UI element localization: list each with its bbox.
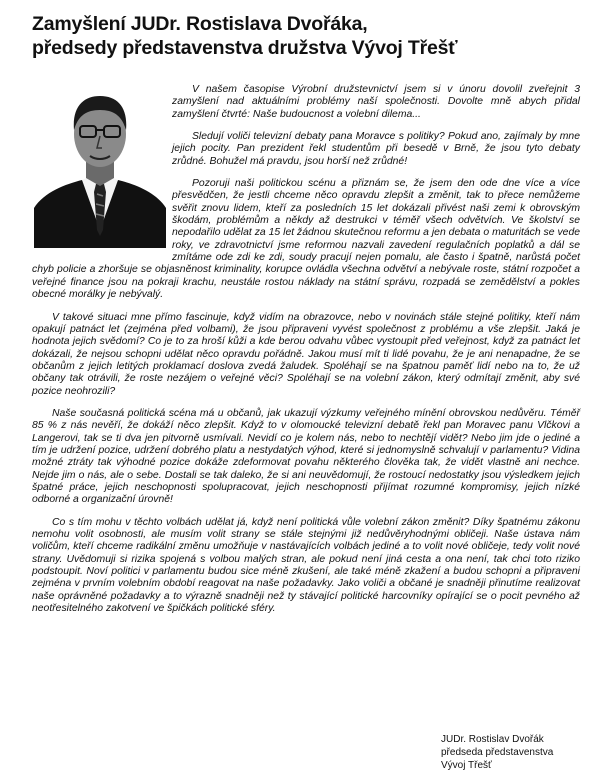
signature-role: předseda představenstva — [441, 747, 554, 758]
paragraph-3: Pozoruji naši politickou scénu a přiznám se, že jsem den ode dne více a více přesvědčen, že jestli chceme něco opravdu zlepšit a změnit, tak to přece nemůžeme svěřit znovu lidem, kteří za posledních 15 let dokázali přivést naši zemi k obrovským škodám, problémům a někdy až destrukci v téměř všech odvětvích. Ve školství se nepodařilo udělat za 15 let žádnou skutečnou reformu a jen debata o maturitách se vede roky, ve zdravotnictví jsme reformou nazvali zavedení regulačních poplatků a dál se zmítáme ode zdi ke zdi, soudy pracují nejen pomalu, ale často i špatně, narůstá počet chyb policie a zhoršuje se objasněnost kriminality, korupce ovládla všechna odvětví a nebývale roste, státní rozpočet a veřejné finance jsou na pokraji krachu, neustále rostou náklady na státní správu, rozpadá se zemědělství a pokles obecné morálky je nebývalý. — [32, 178, 580, 301]
paragraph-4: V takové situaci mne přímo fascinuje, když vidím na obrazovce, nebo v novinách stále stejné politiky, kteří nám opakují patnáct let (zejména před volbami), že jsou připraveni vyvést společnost z problému a vše zlepšit. Jaká je hodnota jejich svědomí? Co je to za hroší kůži a kde berou odvahu vůbec vystoupit před veřejnost, když za patnáct let dokázali, že nejsou schopni udělat něco opravdu pořádně. Jakou musí mít ti lidé povahu, že je ani nenapadne, že se občanům z jejich letitých proklamací doslova zvedá žaludek. Spoléhají se na špatnou paměť lidí nebo na to, že už občany tak otrávili, že roste nezájem o veřejné věci? Spoléhají se na volební zákon, který odmítají změnit, aby své pozice neohrozili? — [32, 311, 580, 397]
article-body — [32, 84, 580, 625]
portrait-spacer — [32, 84, 172, 262]
article-headline — [32, 12, 572, 60]
signature-org: Vývoj Třešť — [441, 760, 492, 771]
headline-line-2: předsedy představenstva družstva Vývoj Třešť — [32, 37, 458, 59]
author-signature — [441, 733, 591, 772]
paragraph-6: Co s tím mohu v těchto volbách udělat já, když není politická vůle volební zákon změnit? Díky špatnému zákonu nemohu volit osobnosti, ale musím volit strany se stále stejnými již nedůvěryhodnými obličeji. Naše ústava nám voličům, kteří chceme radikální změnu umožňuje v nastávajících volbách jediné a to volit nové obličeje, tedy volit nové strany. Uvědomuji si rizika spojená s volbou malých stran, ale pokud není jiná cesta a ona není, tak chci toto riziko podstoupit. Noví politici v parlamentu budou sice méně zkušení, ale také méně zkažení a budou schopni a připraveni zejména v prvním volebním období reagovat na naše požadavky. Jako voliči a občané je snadněji přinutíme realizovat naše oprávněné požadavky a to výrazně snadněji než ty stávající politické harcovníky opírající se o pocit pevného až neotřesitelného zakotvení ve špičkách politické sféry. — [32, 516, 580, 615]
paragraph-5: Naše současná politická scéna má u občanů, jak ukazují výzkumy veřejného mínění obrovskou nedůvěru. Téměř 85 % z nás nevěří, že dokáží něco zlepšit. Když to v olomoucké televizní debatě řekl pan Moravec panu Vlčkovi a Langerovi, tak se ti dva jen pitvorně usmívali. Nevidí co je kolem nás, nebo to nechtějí vidět? Nebo jim jde o jediné a tím je udržení pozice, udržení dobrého platu a nestydatých výhod, které si jednomyslně schvalují v parlamentu? Vidina možné ztráty tak výhodné pozice dokáže zdeformovat povahu některého člověka tak, že vidět vlastně ani nechce. Nejde jim o nás, ale o sebe. Dostali se tak daleko, že si ani neuvědomují, že rostoucí nedostatky jsou výsledkem jejich špatné práce, jejich neschopnosti spolupracovat, jejich neschopnosti přijímat rozumné kompromisy, jejich nízké odborné a organizační úrovně! — [32, 407, 580, 506]
paragraph-1: V našem časopise Výrobní družstevnictví jsem si v únoru dovolil zveřejnit 3 zamyšlení nad aktuálními problémy naší společnosti. Dovolte mně abych přidal zamyšlení čtvrté: Naše budoucnost a volební dilema... — [172, 84, 580, 120]
headline-line-1: Zamyšlení JUDr. Rostislava Dvořáka, — [32, 13, 368, 35]
paragraph-2: Sledují voliči televizní debaty pana Moravce s politiky? Pokud ano, zajímaly by mne jejich pocity. Pan prezident řekl studentům při besedě v Brně, že jsou tyto debaty zrůdné. Bohužel má pravdu, jsou horší než zrůdné! — [172, 131, 580, 167]
signature-name: JUDr. Rostislav Dvořák — [441, 734, 544, 745]
